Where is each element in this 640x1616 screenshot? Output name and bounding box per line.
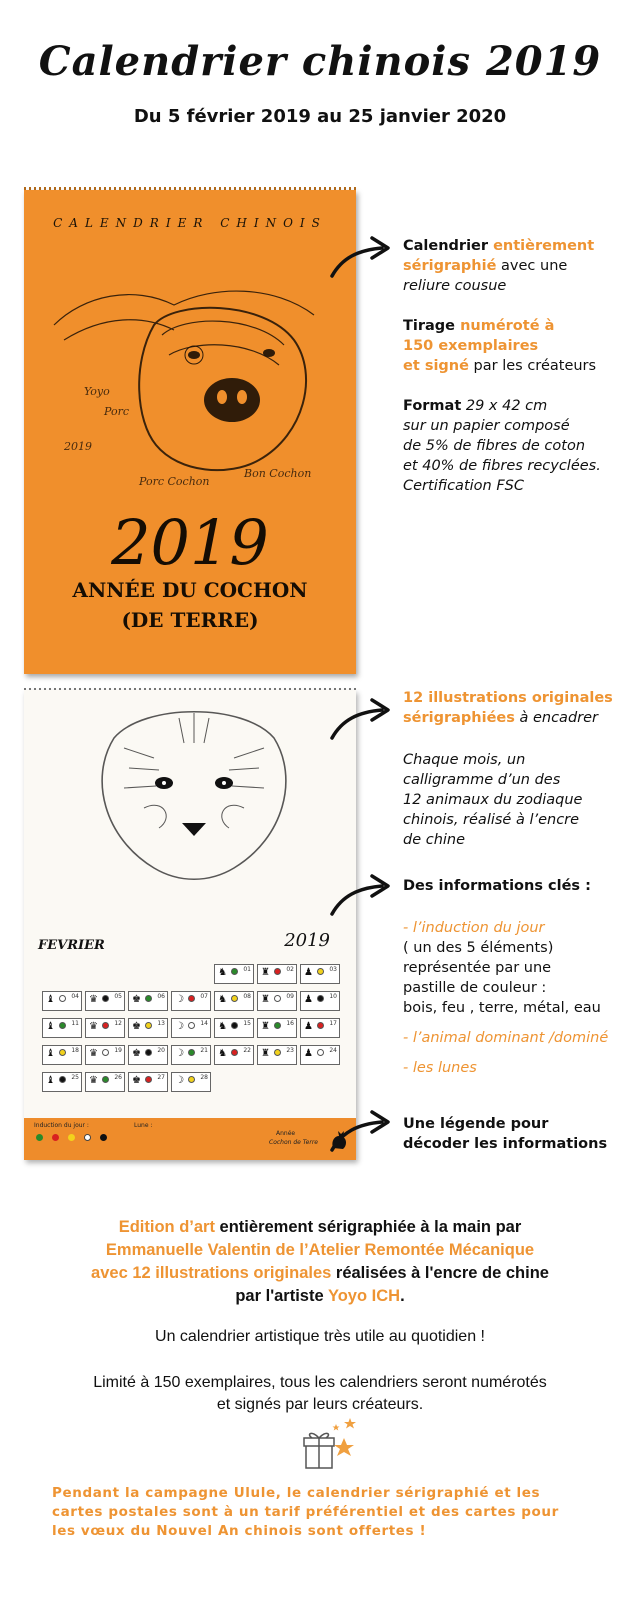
svg-text:Yoyo: Yoyo (84, 385, 110, 398)
induction-dot (317, 995, 324, 1002)
induction-dot (231, 1022, 238, 1029)
day-number: 14 (200, 1020, 208, 1027)
day-number: 22 (243, 1047, 251, 1054)
b3-rest: réalisées à l'encre de chine (331, 1264, 549, 1282)
day-cell (257, 991, 297, 1011)
f1-pre: Calendrier (403, 238, 494, 254)
day-number: 06 (157, 993, 165, 1000)
f2-line2: calligramme d’un des (403, 772, 561, 788)
day-number: 17 (329, 1020, 337, 1027)
cover-subtitle-line1: ANNÉE DU COCHON (72, 578, 308, 602)
induction-dot (188, 1076, 195, 1083)
animal-icon: ♛ (89, 1048, 98, 1059)
day-cell (85, 1045, 125, 1065)
animal-icon: ♝ (46, 994, 55, 1005)
induction-dot (188, 1022, 195, 1029)
animal-icon: ♛ (89, 994, 98, 1005)
induction-dot (102, 1049, 109, 1056)
induction-dot (59, 1076, 66, 1083)
cover-subtitle-line2: (DE TERRE) (121, 608, 259, 632)
day-number: 04 (71, 993, 79, 1000)
gift-icon (298, 1412, 362, 1474)
legend-induction-title: Induction du jour : (34, 1122, 89, 1129)
f4-line1: Une légende pour (403, 1116, 549, 1132)
animal-icon: ♟ (304, 967, 313, 978)
calendar-inner-page (24, 690, 356, 1160)
induction-dot (59, 1049, 66, 1056)
induction-dot (274, 1022, 281, 1029)
arrow-icon (328, 872, 396, 918)
svg-text:Porc: Porc (104, 405, 129, 418)
animal-icon: ♚ (132, 1021, 141, 1032)
day-number: 16 (286, 1020, 294, 1027)
animal-icon: ♞ (218, 967, 227, 978)
pig-illustration (44, 245, 344, 505)
star-icon (334, 1438, 354, 1456)
day-cell (171, 1045, 211, 1065)
b4-yoyo: Yoyo ICH (327, 1287, 401, 1305)
cover-year: 2019 (111, 506, 269, 579)
day-number: 13 (157, 1020, 165, 1027)
b4-artist: par l'artiste (235, 1287, 328, 1305)
day-number: 19 (114, 1047, 122, 1054)
star-icon (333, 1424, 340, 1431)
f1-signed: et signé (403, 358, 469, 374)
day-cell (214, 991, 254, 1011)
day-cell (171, 1072, 211, 1092)
day-cell (214, 1018, 254, 1038)
arrow-icon (328, 234, 396, 280)
day-cell (300, 1045, 340, 1065)
animal-icon: ☽ (175, 1048, 184, 1059)
page-title: Calendrier chinois 2019 (38, 38, 602, 85)
f1-binding: reliure cousue (403, 278, 507, 294)
edition-description (0, 1216, 640, 1308)
day-cell (257, 1018, 297, 1038)
animal-icon: ♜ (261, 967, 270, 978)
induction-dot (231, 1049, 238, 1056)
induction-dot (102, 1076, 109, 1083)
animal-icon: ♟ (304, 1048, 313, 1059)
f1-creators: par les créateurs (468, 358, 597, 374)
f2-line4: chinois, réalisé à l’encre (403, 812, 580, 828)
day-cell (300, 1018, 340, 1038)
day-number: 20 (157, 1047, 165, 1054)
induction-dot (145, 995, 152, 1002)
limited-edition (0, 1372, 640, 1416)
day-cell (300, 964, 340, 984)
induction-dot (145, 1049, 152, 1056)
day-cell (128, 1045, 168, 1065)
useful-line: Un calendrier artistique très utile au quotidien ! (155, 1328, 485, 1345)
day-number: 21 (200, 1047, 208, 1054)
animal-icon: ☽ (175, 1021, 184, 1032)
month-label: FEVRIER (38, 938, 105, 953)
induction-dot (59, 1022, 66, 1029)
induction-dot (188, 1049, 195, 1056)
ulule-line3: les vœux du Nouvel An chinois sont offertes ! (52, 1523, 427, 1539)
day-number: 03 (329, 966, 337, 973)
day-number: 02 (286, 966, 294, 973)
svg-text:Bon Cochon: Bon Cochon (244, 467, 312, 480)
f3-item2: - l’animal dominant /dominé (403, 1030, 609, 1046)
animal-icon: ♝ (46, 1048, 55, 1059)
legend-dot-wood (36, 1134, 43, 1141)
legend-dot-water (100, 1134, 107, 1141)
day-cell (257, 1045, 297, 1065)
b3-illus: avec 12 illustrations originales (91, 1264, 332, 1282)
animal-icon: ♚ (132, 1075, 141, 1086)
animal-icon: ♝ (46, 1021, 55, 1032)
tiger-illustration (84, 698, 304, 888)
f3-item1-l4: pastille de couleur : (403, 980, 547, 996)
f2-illustrations: 12 illustrations originales (403, 690, 613, 706)
page-subtitle: Du 5 février 2019 au 25 janvier 2020 (133, 106, 507, 127)
day-cell (42, 1045, 82, 1065)
cover-heading: CALENDRIER CHINOIS (53, 216, 327, 230)
f3-item1-l3: représentée par une (403, 960, 552, 976)
induction-dot (102, 1022, 109, 1029)
day-cell (42, 1072, 82, 1092)
legend-dot-metal (84, 1134, 91, 1141)
b1-rest: entièrement sérigraphiée à la main par (214, 1218, 522, 1236)
day-number: 08 (243, 993, 251, 1000)
animal-icon: ♝ (46, 1075, 55, 1086)
day-number: 27 (157, 1074, 165, 1081)
induction-dot (188, 995, 195, 1002)
induction-dot (231, 968, 238, 975)
feature-block-4 (403, 1114, 633, 1154)
f2-line1: Chaque mois, un (403, 752, 526, 768)
day-number: 23 (286, 1047, 294, 1054)
f1-150: 150 exemplaires (403, 338, 539, 354)
animal-icon: ☽ (175, 1075, 184, 1086)
ulule-line1: Pendant la campagne Ulule, le calendrier sérigraphié et les (52, 1485, 541, 1501)
day-cell (128, 1072, 168, 1092)
f3-title: Des informations clés : (403, 878, 591, 894)
day-number: 05 (114, 993, 122, 1000)
animal-icon: ♚ (132, 994, 141, 1005)
induction-dot (317, 1022, 324, 1029)
legend-year-label: Année (276, 1130, 296, 1137)
f1-numbered: numéroté à (460, 318, 555, 334)
f3-item3: - les lunes (403, 1060, 477, 1076)
f3-item1-l2: ( un des 5 éléments) (403, 940, 554, 956)
animal-icon: ♟ (304, 1021, 313, 1032)
animal-icon: ♞ (218, 1048, 227, 1059)
limited-line1: Limité à 150 exemplaires, tous les calendriers seront numérotés (93, 1374, 547, 1391)
day-number: 18 (71, 1047, 79, 1054)
induction-dot (274, 1049, 281, 1056)
induction-dot (102, 995, 109, 1002)
legend-dot-earth (68, 1134, 75, 1141)
day-cell (85, 1018, 125, 1038)
f2-frame: à encadrer (514, 710, 598, 726)
induction-dot (274, 995, 281, 1002)
day-number: 11 (71, 1020, 79, 1027)
day-number: 07 (200, 993, 208, 1000)
arrow-icon (328, 1108, 396, 1154)
f1-fsc: Certification FSC (403, 478, 524, 494)
animal-icon: ♟ (304, 994, 313, 1005)
animal-icon: ☽ (175, 994, 184, 1005)
f1-format: Format (403, 398, 462, 414)
animal-icon: ♜ (261, 1048, 270, 1059)
animal-icon: ♜ (261, 1021, 270, 1032)
feature-block-3 (403, 876, 639, 1078)
f1-paper2: de 5% de fibres de coton (403, 438, 586, 454)
animal-icon: ♚ (132, 1048, 141, 1059)
legend-moon-title: Lune : (134, 1122, 153, 1129)
induction-dot (317, 1049, 324, 1056)
f1-size: 29 x 42 cm (461, 398, 548, 414)
induction-dot (59, 995, 66, 1002)
f1-paper3: et 40% de fibres recyclées. (403, 458, 601, 474)
day-cell (300, 991, 340, 1011)
inner-year: 2019 (284, 930, 330, 951)
day-number: 15 (243, 1020, 251, 1027)
day-cell (171, 1018, 211, 1038)
induction-dot (231, 995, 238, 1002)
f2-serigraphiees: sérigraphiées (403, 710, 515, 726)
day-cell (214, 964, 254, 984)
animal-icon: ♛ (89, 1075, 98, 1086)
b2-atelier: Emmanuelle Valentin de l’Atelier Remontée Mécanique (105, 1241, 535, 1259)
limited-line2: et signés par leurs créateurs. (216, 1396, 424, 1413)
f1-paper1: sur un papier composé (403, 418, 570, 434)
legend-strip (24, 1118, 356, 1160)
b1-edition: Edition d’art (118, 1218, 215, 1236)
day-cell (85, 1072, 125, 1092)
induction-dot (145, 1076, 152, 1083)
induction-dot (145, 1022, 152, 1029)
animal-icon: ♞ (218, 1021, 227, 1032)
ulule-line2: cartes postales sont à un tarif préférentiel et des cartes pour (52, 1504, 559, 1520)
day-number: 10 (329, 993, 337, 1000)
day-number: 24 (329, 1047, 337, 1054)
feature-block-1 (403, 236, 633, 496)
day-number: 25 (71, 1074, 79, 1081)
day-number: 01 (243, 966, 251, 973)
day-number: 09 (286, 993, 294, 1000)
f1-orange: entièrement sérigraphié (403, 238, 595, 274)
calendar-cover (24, 190, 356, 674)
animal-icon: ♞ (218, 994, 227, 1005)
induction-dot (274, 968, 281, 975)
f2-line3: 12 animaux du zodiaque (403, 792, 583, 808)
day-cell (42, 991, 82, 1011)
day-cell (128, 991, 168, 1011)
induction-dot (317, 968, 324, 975)
legend-year-sub: Cochon de Terre (269, 1139, 318, 1146)
day-cell (85, 991, 125, 1011)
day-cell (42, 1018, 82, 1038)
f1-tirage: Tirage (403, 318, 461, 334)
day-cell (214, 1045, 254, 1065)
b4-period: . (400, 1287, 405, 1305)
f3-item1: - l’induction du jour (403, 920, 545, 936)
day-number: 12 (114, 1020, 122, 1027)
day-number: 26 (114, 1074, 122, 1081)
day-number: 28 (200, 1074, 208, 1081)
svg-text:Porc Cochon: Porc Cochon (139, 475, 210, 488)
f2-line5: de chine (403, 832, 466, 848)
svg-text:2019: 2019 (64, 440, 92, 453)
month-grid (42, 960, 348, 1116)
animal-icon: ♛ (89, 1021, 98, 1032)
f1-post: avec une (496, 258, 568, 274)
animal-icon: ♜ (261, 994, 270, 1005)
f3-item1-l5: bois, feu , terre, métal, eau (403, 1000, 601, 1016)
f4-line2: décoder les informations (403, 1136, 608, 1152)
legend-dot-fire (52, 1134, 59, 1141)
feature-block-2 (403, 688, 633, 850)
star-icon (344, 1418, 356, 1429)
arrow-icon (328, 696, 396, 742)
day-cell (128, 1018, 168, 1038)
day-cell (171, 991, 211, 1011)
ulule-note (52, 1484, 592, 1541)
day-cell (257, 964, 297, 984)
